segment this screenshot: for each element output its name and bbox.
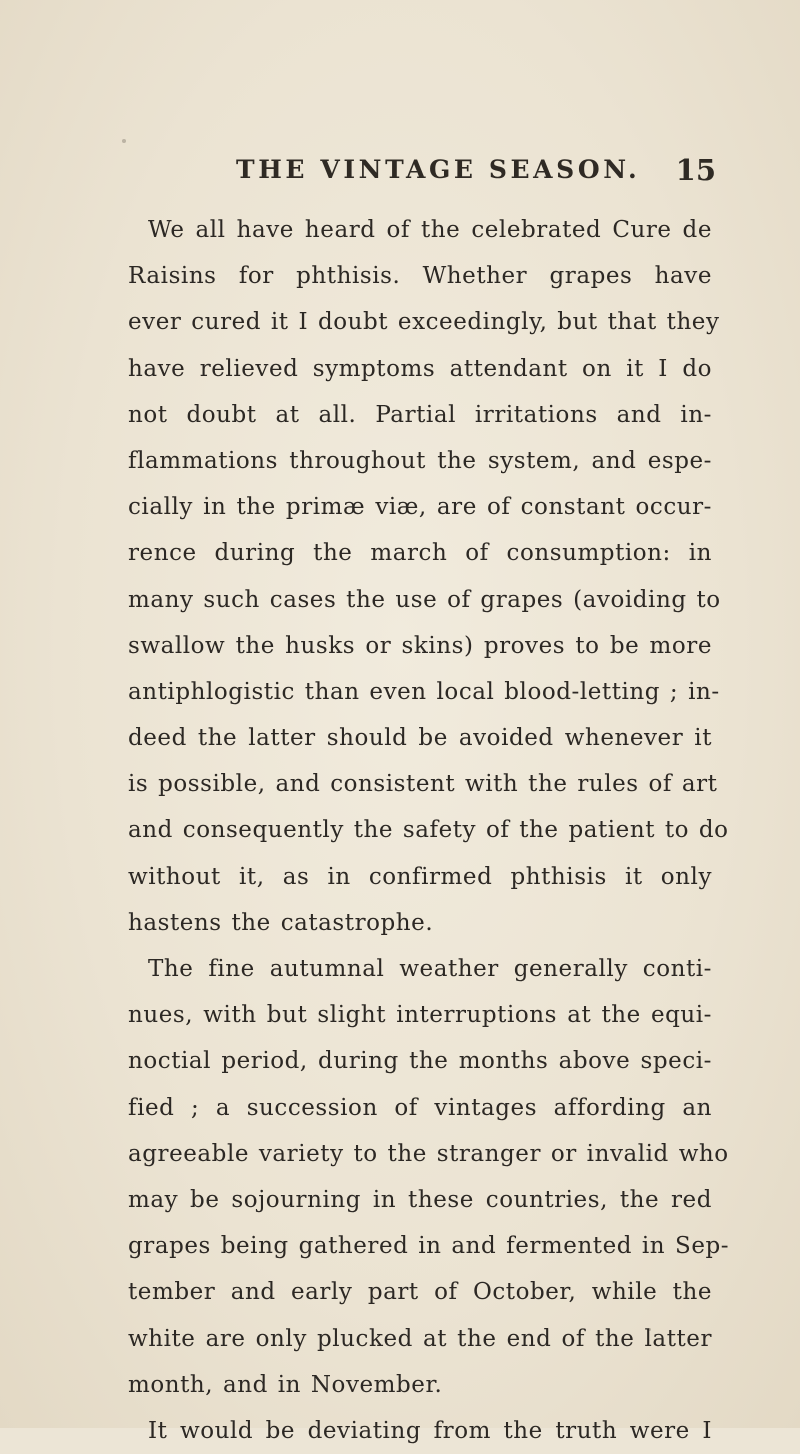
text-line: have relieved symptoms attendant on it I do: [128, 355, 712, 382]
text-line: grapes being gathered in and fermented in Sep-: [128, 1233, 730, 1260]
running-head: THE VINTAGE SEASON.: [236, 155, 641, 184]
paper-speck: [122, 139, 126, 143]
text-line: agreeable variety to the stranger or invalid who: [128, 1140, 729, 1167]
text-line: many such cases the use of grapes (avoiding to: [128, 586, 721, 613]
text-line: white are only plucked at the end of the latter: [128, 1325, 712, 1352]
text-line: cially in the primæ viæ, are of constant occur-: [128, 494, 712, 521]
text-line: may be sojourning in these countries, the red: [128, 1186, 712, 1213]
text-line: tember and early part of October, while the: [128, 1279, 712, 1306]
text-line: The fine autumnal weather generally conti-: [148, 956, 712, 982]
text-line: swallow the husks or skins) proves to be more: [128, 632, 712, 659]
page-number: 15: [675, 153, 716, 187]
text-line: and consequently the safety of the patient to do: [128, 817, 729, 844]
page-header: [236, 155, 716, 199]
text-line: noctial period, during the months above speci-: [128, 1048, 712, 1075]
text-line: rence during the march of consumption: in: [128, 540, 712, 567]
text-line: not doubt at all. Partial irritations and in-: [128, 401, 712, 428]
text-line: month, and in November.: [128, 1371, 443, 1398]
text-line: antiphlogistic than even local blood-letting ; in-: [128, 678, 720, 705]
text-line: We all have heard of the celebrated Cure de: [148, 217, 712, 243]
text-line: deed the latter should be avoided whenever it: [128, 725, 712, 752]
text-line: without it, as in confirmed phthisis it only: [128, 863, 712, 890]
text-line: hastens the catastrophe.: [128, 909, 434, 936]
text-line: is possible, and consistent with the rules of art: [128, 771, 718, 798]
text-line: Raisins for phthisis. Whether grapes have: [128, 263, 712, 290]
text-line: nues, with but slight interruptions at the equi-: [128, 1002, 712, 1029]
text-line: flammations throughout the system, and espe-: [128, 447, 712, 474]
text-line: It would be deviating from the truth were I: [148, 1417, 712, 1444]
body-text: [128, 207, 730, 1454]
text-line: fied ; a succession of vintages affording an: [128, 1094, 712, 1121]
text-line: ever cured it I doubt exceedingly, but that they: [128, 309, 720, 336]
